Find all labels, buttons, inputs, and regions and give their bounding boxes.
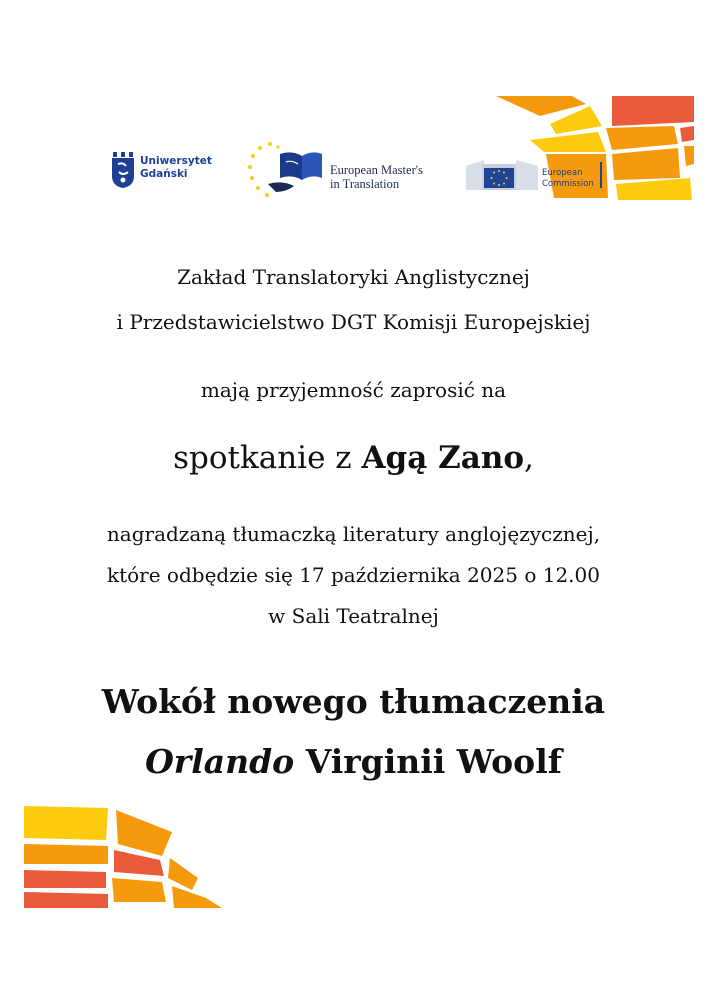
book-author: Virginii Woolf <box>294 742 562 781</box>
lecture-title-line-1: Wokół nowego tłumaczenia <box>101 682 606 721</box>
emt-stars-book-icon <box>246 140 330 200</box>
detail-line-2: które odbędzie się 17 października 2025 o 12.00 <box>106 563 600 587</box>
lecture-title-line-2 <box>0 742 707 781</box>
detail-line-1: nagradzaną tłumaczką literatury anglojęzycznej, <box>106 522 601 546</box>
meeting-prefix: spotkanie z <box>173 440 362 476</box>
emt-logo <box>246 140 446 200</box>
emt-logo-text <box>330 163 423 191</box>
detail-line-3: w Sali Teatralnej <box>268 604 439 628</box>
ug-logo-line2: Gdański <box>140 168 188 180</box>
ug-logo <box>111 152 216 190</box>
emt-logo-line1: European Master's <box>330 163 423 177</box>
organizer-line-1: Zakład Translatoryki Anglistycznej <box>177 265 530 289</box>
decorative-arch-bottom-left <box>22 802 224 910</box>
book-title: Orlando <box>145 742 295 781</box>
ec-logo-line2: Commission <box>542 179 594 189</box>
ug-logo-line1: Uniwersytet <box>140 155 212 167</box>
ec-logo-text <box>542 168 594 190</box>
organizer-line-2: i Przedstawicielstwo DGT Komisji Europejskiej <box>116 310 591 334</box>
ec-building-flag-icon <box>464 152 540 196</box>
emt-logo-line2: in Translation <box>330 177 400 191</box>
ec-logo-line1: European <box>542 168 583 178</box>
ug-logo-text <box>140 155 212 181</box>
guest-name: Agą Zano <box>361 440 525 476</box>
meeting-line <box>0 440 707 476</box>
meeting-suffix: , <box>524 440 534 476</box>
invite-line: mają przyjemność zaprosić na <box>200 378 507 402</box>
ec-divider <box>600 162 602 188</box>
ec-logo <box>464 152 614 196</box>
ug-crest-icon <box>111 152 135 188</box>
